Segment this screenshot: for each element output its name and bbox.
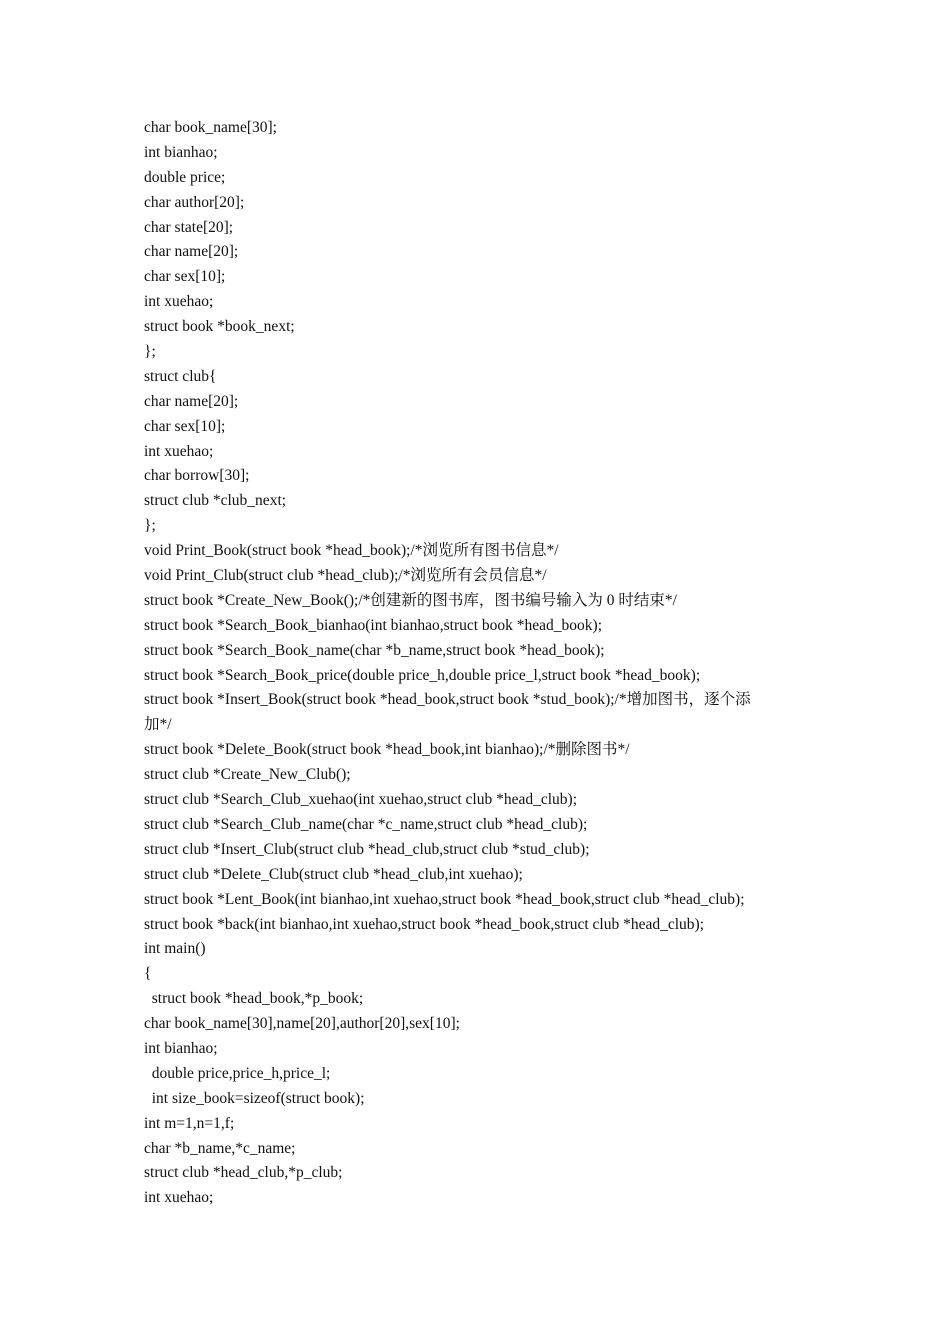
code-line: struct book *Lent_Book(int bianhao,int xuehao,struct book *head_book,struct club *head_club); bbox=[144, 890, 745, 908]
code-line: char book_name[30],name[20],author[20],sex[10]; bbox=[144, 1015, 460, 1033]
code-line: struct club *Delete_Club(struct club *head_club,int xuehao); bbox=[144, 865, 523, 883]
code-line: int xuehao; bbox=[144, 442, 214, 460]
code-line: char book_name[30]; bbox=[144, 119, 277, 136]
code-line: char author[20]; bbox=[144, 193, 245, 211]
code-line: }; bbox=[144, 517, 156, 535]
code-line: struct book *Create_New_Book();/*创建新的图书库，图书编号输入为 0 时结束*/ bbox=[144, 591, 677, 609]
code-line: char sex[10]; bbox=[144, 417, 226, 435]
code-line: char *b_name,*c_name; bbox=[144, 1139, 296, 1157]
code-line: struct club *Search_Club_xuehao(int xuehao,struct club *head_club); bbox=[144, 791, 578, 809]
code-line: int bianhao; bbox=[144, 1039, 218, 1057]
code-line: struct book *Search_Book_price(double price_h,double price_l,struct book *head_book); bbox=[144, 666, 701, 684]
code-line: void Print_Club(struct club *head_club);/*浏览所有会员信息*/ bbox=[144, 567, 547, 585]
code-line: char state[20]; bbox=[144, 218, 234, 236]
code-line: struct club{ bbox=[144, 367, 217, 385]
code-line: struct book *Insert_Book(struct book *head_book,struct book *stud_book);/*增加图书，逐个添 bbox=[144, 691, 751, 709]
code-line: }; bbox=[144, 343, 156, 361]
code-line: struct club *Create_New_Club(); bbox=[144, 766, 351, 784]
code-line: double price,price_h,price_l; bbox=[144, 1064, 331, 1082]
code-line: int bianhao; bbox=[144, 143, 218, 161]
code-listing bbox=[144, 116, 824, 1211]
code-line: double price; bbox=[144, 168, 226, 186]
code-line: int main() bbox=[144, 940, 206, 958]
code-line: struct club *club_next; bbox=[144, 492, 287, 510]
code-line: char name[20]; bbox=[144, 392, 239, 410]
code-line: struct book *book_next; bbox=[144, 318, 295, 336]
code-line: char borrow[30]; bbox=[144, 467, 250, 485]
code-line: struct book *Delete_Book(struct book *head_book,int bianhao);/*删除图书*/ bbox=[144, 741, 630, 759]
code-line: struct book *back(int bianhao,int xuehao,struct book *head_book,struct club *head_club); bbox=[144, 915, 705, 933]
code-line: int m=1,n=1,f; bbox=[144, 1114, 235, 1132]
code-line: struct book *Search_Book_bianhao(int bianhao,struct book *head_book); bbox=[144, 616, 603, 634]
code-line: struct club *head_club,*p_club; bbox=[144, 1164, 343, 1182]
code-line: void Print_Book(struct book *head_book);/*浏览所有图书信息*/ bbox=[144, 542, 559, 560]
code-line: struct club *Search_Club_name(char *c_name,struct club *head_club); bbox=[144, 815, 588, 833]
code-line: char name[20]; bbox=[144, 243, 239, 261]
code-line: int xuehao; bbox=[144, 1189, 214, 1207]
code-line: 加*/ bbox=[144, 716, 172, 734]
code-line: struct club *Insert_Club(struct club *head_club,struct club *stud_club); bbox=[144, 840, 590, 858]
code-line: int size_book=sizeof(struct book); bbox=[144, 1089, 365, 1107]
code-line: struct book *head_book,*p_book; bbox=[144, 990, 364, 1008]
code-line: int xuehao; bbox=[144, 293, 214, 311]
code-line: { bbox=[144, 965, 152, 983]
code-line: struct book *Search_Book_name(char *b_name,struct book *head_book); bbox=[144, 641, 605, 659]
code-line: char sex[10]; bbox=[144, 268, 226, 286]
